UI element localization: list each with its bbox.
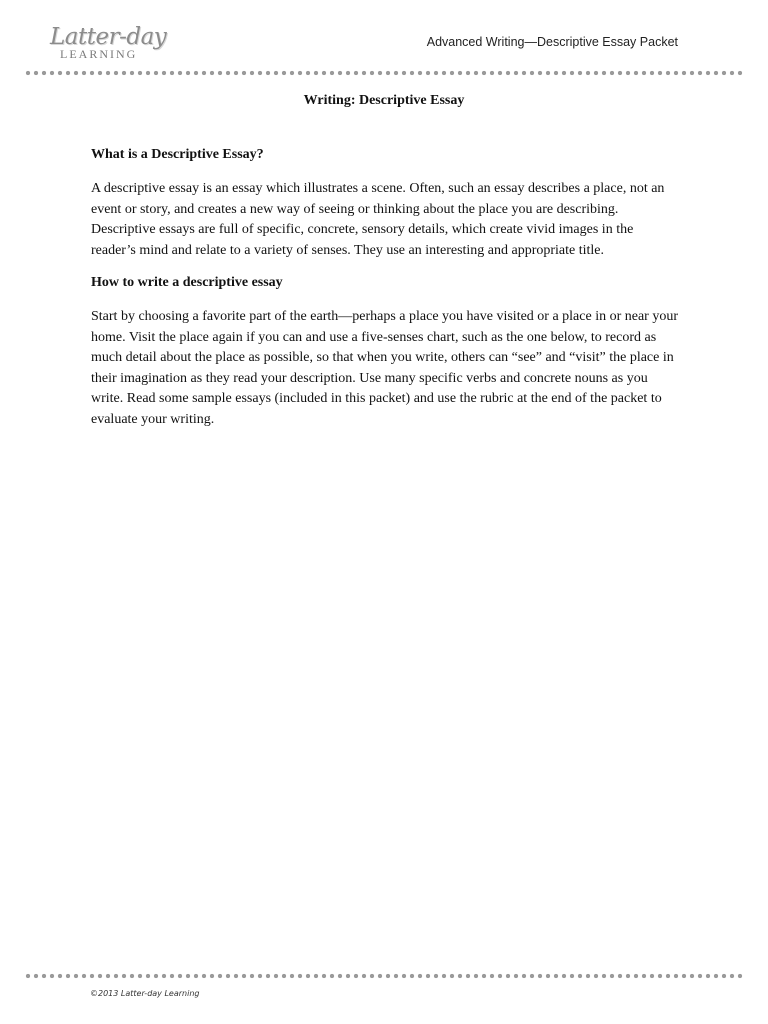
section-paragraph-what-is: A descriptive essay is an essay which illustrates a scene. Often, such an essay describes a place, not an event or story, and creates a new way of seeing or thinking about the place you are describing. Descriptive essays are full of specific, concrete, sensory details, which create vivid images in the reader’s mind and relate to a variety of senses. They use an interesting and appropriate title. bbox=[91, 181, 665, 258]
section-paragraph-how-to-write: Start by choosing a favorite part of the earth—perhaps a place you have visited or a place in or near your home. Visit the place again if you can and use a five-senses chart, such as the one below, to record as much detail about the place as possible, so that when you write, others can “see” and “visit” the place in their imagination as they read your description. Use many specific verbs and concrete nouns as you write. Read some sample essays (included in this packet) and use the rubric at the end of the packet to evaluate your writing. bbox=[91, 309, 679, 427]
top-dotted-divider bbox=[24, 70, 744, 76]
section-heading-what-is: What is a Descriptive Essay? bbox=[91, 147, 264, 162]
header-title: Advanced Writing—Descriptive Essay Packet bbox=[426, 35, 678, 49]
page-title: Writing: Descriptive Essay bbox=[303, 93, 465, 108]
logo-script-text: Latter-day bbox=[50, 24, 167, 50]
document-body bbox=[91, 146, 681, 443]
section-heading-how-to-write: How to write a descriptive essay bbox=[91, 275, 283, 290]
latter-day-learning-logo bbox=[50, 24, 167, 64]
bottom-dotted-divider bbox=[24, 973, 744, 979]
logo-caps-text: LEARNING bbox=[60, 47, 138, 61]
footer-copyright: ©2013 Latter-day Learning bbox=[90, 989, 200, 998]
